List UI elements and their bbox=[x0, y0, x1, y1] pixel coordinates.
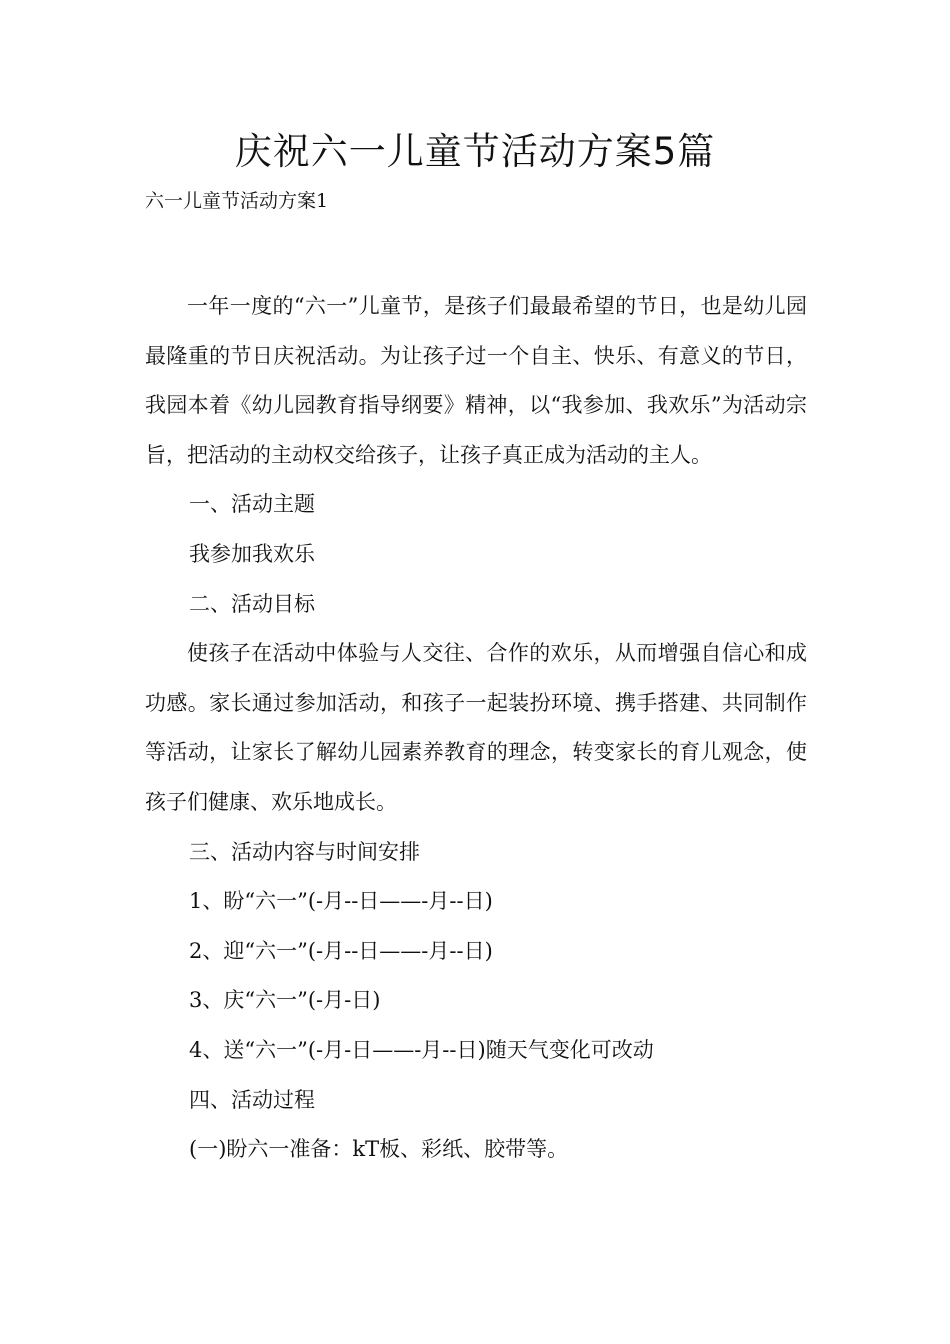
section-heading-schedule: 三、活动内容与时间安排 bbox=[189, 839, 420, 864]
document-body bbox=[145, 282, 807, 1175]
section-text-theme: 我参加我欢乐 bbox=[189, 541, 315, 566]
section-heading-goals: 二、活动目标 bbox=[189, 591, 315, 616]
schedule-item: 3、庆“六一”(-月-日) bbox=[189, 988, 381, 1013]
section-heading-process: 四、活动过程 bbox=[189, 1087, 315, 1112]
schedule-item: 4、送“六一”(-月-日——-月--日)随天气变化可改动 bbox=[189, 1037, 654, 1062]
intro-paragraph: 一年一度的“六一”儿童节，是孩子们最最希望的节日，也是幼儿园最隆重的节日庆祝活动。为让孩子过一个自主、快乐、有意义的节日，我园本着《幼儿园教育指导纲要》精神，以“我参加、我欢乐”为活动宗旨，把活动的主动权交给孩子，让孩子真正成为活动的主人。 bbox=[145, 294, 807, 467]
section-heading-theme: 一、活动主题 bbox=[189, 492, 315, 517]
process-item: (一)盼六一准备：kT板、彩纸、胶带等。 bbox=[189, 1137, 569, 1162]
schedule-item: 1、盼“六一”(-月--日——-月--日) bbox=[189, 889, 493, 914]
document-subtitle: 六一儿童节活动方案1 bbox=[145, 190, 329, 212]
goals-paragraph: 使孩子在活动中体验与人交往、合作的欢乐，从而增强自信心和成功感。家长通过参加活动，和孩子一起装扮环境、携手搭建、共同制作等活动，让家长了解幼儿园素养教育的理念，转变家长的育儿观念，使孩子们健康、欢乐地成长。 bbox=[145, 641, 807, 814]
schedule-item: 2、迎“六一”(-月--日——-月--日) bbox=[189, 938, 493, 963]
document-title: 庆祝六一儿童节活动方案5篇 bbox=[234, 130, 716, 173]
